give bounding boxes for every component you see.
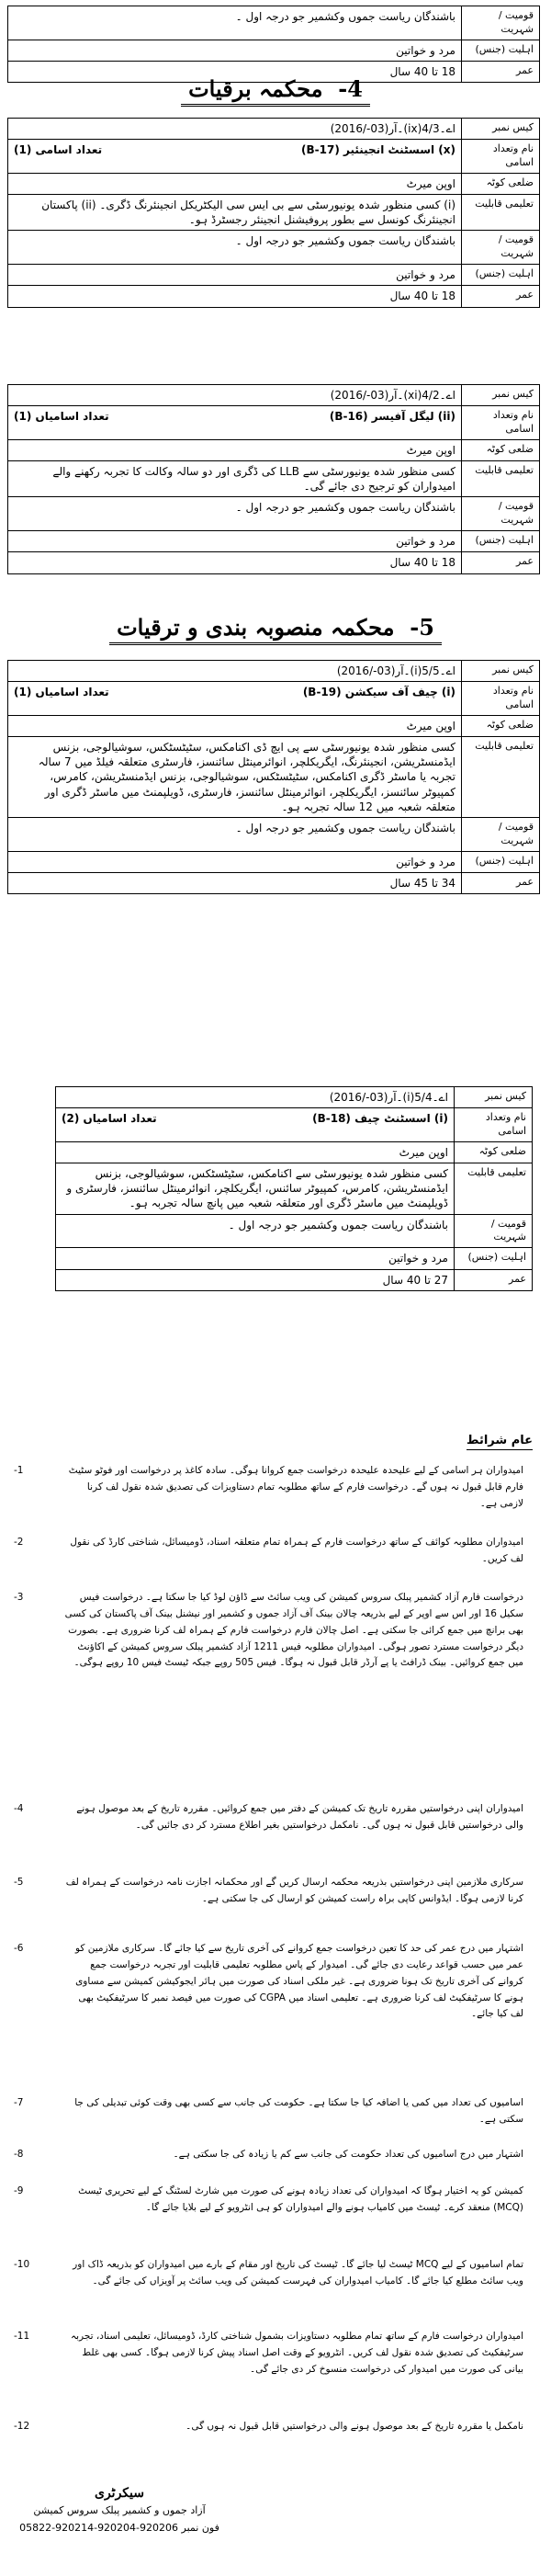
post-label: نام وتعداد اسامی: [462, 140, 540, 174]
condition-item-7: [14, 2095, 523, 2128]
conditions-heading: عام شرائط: [467, 1434, 533, 1450]
qualification-label: تعلیمی قابلیت: [455, 1163, 533, 1215]
quota-value: اوپن میرٹ: [8, 173, 462, 194]
condition-number: -1: [14, 1465, 24, 1476]
condition-item-1: [14, 1463, 523, 1513]
condition-item-5: [14, 1875, 523, 1908]
gender-label: اہلیت (جنس): [462, 531, 540, 552]
age-value: 34 تا 45 سال: [8, 872, 462, 893]
case-no-value: اے۔5/5(i)۔آر(03-/2016): [8, 661, 462, 682]
dept-heading-5: [28, 614, 523, 645]
job-table-top: [7, 6, 540, 83]
age-value: 27 تا 40 سال: [56, 1269, 455, 1290]
condition-text: اشتہار میں درج اسامیوں کی تعداد حکومت کی جانب سے کم یا زیادہ کی جا سکتی ہے۔: [173, 2149, 523, 2160]
domicile-label: قومیت / شہریت: [462, 497, 540, 531]
condition-number: -6: [14, 1943, 24, 1954]
age-label: عمر: [462, 61, 540, 82]
case-no-label: کیس نمبر: [455, 1087, 533, 1108]
post-title: (x) اسسٹنٹ انجینئیر (B-17): [301, 143, 455, 157]
dept-number: 4-: [338, 75, 363, 102]
case-no-label: کیس نمبر: [462, 385, 540, 406]
condition-text: کمیشن کو یہ اختیار ہوگا کہ امیدواران کی تعداد زیادہ ہونے کی صورت میں شارٹ لسٹنگ کے لیے تحریری ٹیسٹ (MCQ) منعقد کرے۔ ٹیسٹ میں کامیاب ہونے والے امیدواران کو ہی انٹرویو کے لیے بلایا جائے گا۔: [78, 2185, 523, 2213]
domicile-label: قومیت / شہریت: [455, 1214, 533, 1248]
gender-label: اہلیت (جنس): [462, 265, 540, 286]
dept-title: محکمہ منصوبہ بندی و ترقیات: [117, 614, 395, 641]
condition-text: امیدواران اپنی درخواستیں مقررہ تاریخ تک کمیشن کے دفتر میں جمع کروائیں۔ مقررہ تاریخ کے بعد موصول ہونے والی درخواستیں قابل قبول نہ ہوں گی۔ نامکمل درخواستیں بغیر اطلاع مسترد کر دی جائیں گی۔: [76, 1803, 523, 1831]
condition-item-3: [14, 1590, 523, 1672]
quota-value: اوپن میرٹ: [8, 715, 462, 736]
domicile-label: قومیت / شہریت: [462, 231, 540, 265]
quota-label: ضلعی کوٹہ: [462, 173, 540, 194]
domicile-label: قومیت / شہریت: [462, 6, 540, 40]
case-no-value: اے۔4/3(ix)۔آر(03-/2016): [8, 119, 462, 140]
gender-value: مرد و خواتین: [8, 531, 462, 552]
condition-item-11: [14, 2329, 523, 2378]
domicile-value: باشندگان ریاست جموں وکشمیر جو درجہ اول ۔: [8, 818, 462, 852]
condition-item-8: [14, 2147, 523, 2163]
domicile-value: باشندگان ریاست جموں وکشمیر جو درجہ اول ۔: [56, 1214, 455, 1248]
signatory-title: سیکرٹری: [95, 2486, 144, 2501]
age-label: عمر: [462, 552, 540, 573]
condition-number: -11: [14, 2331, 30, 2342]
quota-value: اوپن میرٹ: [8, 439, 462, 460]
qualification-value: کسی منظور شدہ یونیورسٹی سے اکنامکس، سٹیٹسٹکس، سوشیالوجی، بزنس ایڈمنسٹریشن، کامرس، کمپیوٹر سائنس، ایگریکلچر، انوائرمینٹل سائنسز، فارسٹری و ڈویلپمنٹ میں ماسٹر ڈگری اور متعلقہ شعبہ میں پانچ سالہ تجربہ ہو۔: [56, 1163, 455, 1215]
gender-label: اہلیت (جنس): [462, 851, 540, 872]
post-label: نام وتعداد اسامی: [462, 682, 540, 716]
condition-number: -10: [14, 2259, 30, 2270]
domicile-value: باشندگان ریاست جموں وکشمیر جو درجہ اول ۔: [8, 231, 462, 265]
gender-label: اہلیت (جنس): [462, 40, 540, 61]
qualification-label: تعلیمی قابلیت: [462, 461, 540, 497]
domicile-value: باشندگان ریاست جموں وکشمیر جو درجہ اول ۔: [8, 6, 462, 40]
post-count: تعداد اسامی (1): [14, 143, 103, 157]
case-no-label: کیس نمبر: [462, 119, 540, 140]
post-label: نام وتعداد اسامی: [455, 1108, 533, 1142]
post-title: (ii) لیگل آفیسر (B-16): [329, 410, 455, 424]
post-count: تعداد اسامیاں (2): [62, 1112, 157, 1126]
post-count: تعداد اسامیاں (1): [14, 686, 109, 699]
qualification-value: کسی منظور شدہ یونیورسٹی سے پی ایچ ڈی اکنامکس، سٹیٹسٹکس، سوشیالوجی، بزنس ایڈمنسٹریشن، انجینئرنگ، ایگریکلچر، انوائرمینٹل سائنسز، فارسٹری متعلقہ فیلڈ میں 7 سالہ تجربہ یا ماسٹر ڈگری اکنامکس، سٹیٹسٹکس، سوشیالوجی، بزنس ایڈمنسٹریشن، کامرس، کمپیوٹر سائنسز، ایگریکلچر، انوائرمینٹل سائنسز، فارسٹری، ڈویلپمنٹ میں ماسٹر ڈگری اور متعلقہ شعبہ میں 12 سالہ تجربہ ہو۔: [8, 737, 462, 818]
condition-number: -2: [14, 1537, 24, 1548]
quota-label: ضلعی کوٹہ: [462, 439, 540, 460]
signature-block: [18, 2486, 220, 2534]
age-value: 18 تا 40 سال: [8, 552, 462, 573]
condition-text: سرکاری ملازمین اپنی درخواستیں بذریعہ محکمہ ارسال کریں گے اور محکمانہ اجازت نامہ درخواست کے ہمراہ لف کرنا لازمی ہوگا۔ ایڈوانس کاپی براہ راست کمیشن کو ارسال کی جا سکتی ہے۔: [65, 1877, 523, 1904]
qualification-label: تعلیمی قابلیت: [462, 195, 540, 231]
condition-text: امیدواران مطلوبہ کوائف کے ساتھ درخواست فارم کے ہمراہ تمام متعلقہ اسناد، ڈومیسائل، شناختی کارڈ کی نقول لف کریں۔: [70, 1537, 523, 1564]
qualification-value: (i) کسی منظور شدہ یونیورسٹی سے بی ایس سی الیکٹریکل انجینئرنگ ڈگری۔ (ii) پاکستان انجینئرنگ کونسل سے بطور پروفیشنل انجینئر رجسٹرڈ ہو۔: [8, 195, 462, 231]
phone-line: [18, 2522, 220, 2534]
case-no-value: اے۔4/2(xi)۔آر(03-/2016): [8, 385, 462, 406]
quota-value: اوپن میرٹ: [56, 1141, 455, 1163]
condition-number: -3: [14, 1592, 24, 1603]
age-label: عمر: [462, 872, 540, 893]
qualification-label: تعلیمی قابلیت: [462, 737, 540, 818]
condition-number: -8: [14, 2149, 24, 2160]
dept-heading-4: [55, 75, 496, 107]
quota-label: ضلعی کوٹہ: [455, 1141, 533, 1163]
condition-text: امیدواران ہر اسامی کے لیے علیحدہ علیحدہ درخواست جمع کروانا ہوگی۔ سادہ کاغذ پر درخواست اور فوٹو سٹیٹ فارم قابل قبول نہ ہوں گے۔ درخواست فارم کے ساتھ مطلوبہ تمام دستاویزات کی تصدیق شدہ نقول لف کرنا لازمی ہے۔: [68, 1465, 523, 1509]
condition-item-12: [14, 2419, 523, 2435]
gender-value: مرد و خواتین: [8, 851, 462, 872]
condition-text: اسامیوں کی تعداد میں کمی یا اضافہ کیا جا سکتا ہے۔ حکومت کی جانب سے کسی بھی وقت کوئی تبدیلی کی جا سکتی ہے۔: [74, 2097, 523, 2125]
dept-title: محکمہ برقیات: [188, 75, 323, 102]
condition-item-9: [14, 2184, 523, 2217]
domicile-label: قومیت / شہریت: [462, 818, 540, 852]
condition-item-10: [14, 2257, 523, 2290]
gender-value: مرد و خواتین: [8, 265, 462, 286]
quota-label: ضلعی کوٹہ: [462, 715, 540, 736]
condition-number: -12: [14, 2421, 30, 2432]
condition-text: امیدواران درخواست فارم کے ساتھ تمام مطلوبہ دستاویزات بشمول شناختی کارڈ، ڈومیسائل، تعلیمی اسناد، تجربہ سرٹیفکیٹ کی تصدیق شدہ نقول لف کریں۔ انٹرویو کے وقت اصل اسناد پیش کرنا لازمی ہوگا۔ کسی بھی غلط بیانی کی صورت میں امیدوار کی درخواست منسوخ کر دی جائے گی۔: [70, 2331, 523, 2375]
age-label: عمر: [462, 286, 540, 307]
domicile-value: باشندگان ریاست جموں وکشمیر جو درجہ اول ۔: [8, 497, 462, 531]
condition-item-2: [14, 1535, 523, 1568]
dept-number: 5-: [410, 614, 434, 641]
post-title: (i) چیف آف سیکشن (B-19): [302, 686, 455, 699]
age-value: 18 تا 40 سال: [8, 286, 462, 307]
phone-label: فون نمبر: [181, 2522, 219, 2534]
post-count: تعداد اسامیاں (1): [14, 410, 109, 424]
job-table-4: [55, 1086, 533, 1291]
gender-value: مرد و خواتین: [56, 1248, 455, 1269]
age-label: عمر: [455, 1269, 533, 1290]
job-table-3: [7, 660, 540, 894]
case-no-label: کیس نمبر: [462, 661, 540, 682]
gender-value: مرد و خواتین: [8, 40, 462, 61]
job-table-2: [7, 384, 540, 574]
condition-item-6: [14, 1941, 523, 2023]
condition-text: اشتہار میں درج عمر کی حد کا تعین درخواست جمع کروانے کی آخری تاریخ سے کیا جائے گا۔ سرکاری ملازمین کو عمر میں حسب قواعد رعایت دی جائے گی۔ امیدوار کے پاس مطلوبہ تعلیمی قابلیت اور تجربہ درخواست جمع کروانے کی آخری تاریخ تک ہونا ضروری ہے۔ غیر ملکی اسناد کی صورت میں ہائر ایجوکیشن کمیشن سے مساوی ہونے کا سرٹیفکیٹ لف کرنا ضروری ہے۔ تعلیمی اسناد میں CGPA کی صورت میں فیصد نمبر کا سرٹیفکیٹ بھی لف کیا جائے۔: [74, 1943, 523, 2020]
condition-number: -5: [14, 1877, 24, 1888]
post-title: (i) اسسٹنٹ چیف (B-18): [312, 1112, 448, 1126]
condition-number: -4: [14, 1803, 24, 1814]
condition-item-4: [14, 1801, 523, 1834]
post-label: نام وتعداد اسامی: [462, 406, 540, 440]
condition-text: نامکمل یا مقررہ تاریخ کے بعد موصول ہونے والی درخواستیں قابل قبول نہ ہوں گی۔: [186, 2421, 523, 2432]
qualification-value: کسی منظور شدہ یونیورسٹی سے LLB کی ڈگری اور دو سالہ وکالت کا تجربہ رکھنے والے امیدواران کو ترجیح دی جائے گی۔: [8, 461, 462, 497]
job-table-1: [7, 118, 540, 308]
case-no-value: اے۔5/4(i)۔آر(03-/2016): [56, 1087, 455, 1108]
phone-number: 05822-920214-920204-920206: [19, 2522, 179, 2534]
signatory-org: آزاد جموں و کشمیر پبلک سروس کمیشن: [33, 2504, 206, 2516]
age-value: 18 تا 40 سال: [8, 61, 462, 82]
condition-text: درخواست فارم آزاد کشمیر پبلک سروس کمیشن کی ویب سائٹ سے ڈاؤن لوڈ کیا جا سکتا ہے۔ درخواست فیس سکیل 16 اور اس سے اوپر کے لیے بذریعہ چالان بینک آف آزاد جموں و کشمیر اور نیشنل بینک آف پاکستان کی کسی بھی برانچ میں جمع کرائی جا سکتی ہے۔ اصل چالان فارم درخواست فارم کے ہمراہ لف کرنا ضروری ہے۔ بصورت دیگر درخواست مسترد تصور ہوگی۔ امیدواران مطلوبہ فیس 1211 آزاد کشمیر پبلک سروس کمیشن کے اکاؤنٹ میں جمع کروائیں۔ بینک ڈرافٹ یا پے آرڈر قابل قبول نہ ہوگا۔ فیس 505 روپے جبکہ ٹیسٹ فیس 10 روپے ہوگی۔: [64, 1592, 523, 1669]
condition-number: -7: [14, 2097, 24, 2108]
condition-text: تمام اسامیوں کے لیے MCQ ٹیسٹ لیا جائے گا۔ ٹیسٹ کی تاریخ اور مقام کے بارے میں امیدواران کو بذریعہ ڈاک اور ویب سائٹ مطلع کیا جائے گا۔ کامیاب امیدواران کی فہرست کمیشن کی ویب سائٹ پر آویزاں کی جائے گی۔: [73, 2259, 523, 2287]
gender-label: اہلیت (جنس): [455, 1248, 533, 1269]
condition-number: -9: [14, 2185, 24, 2196]
